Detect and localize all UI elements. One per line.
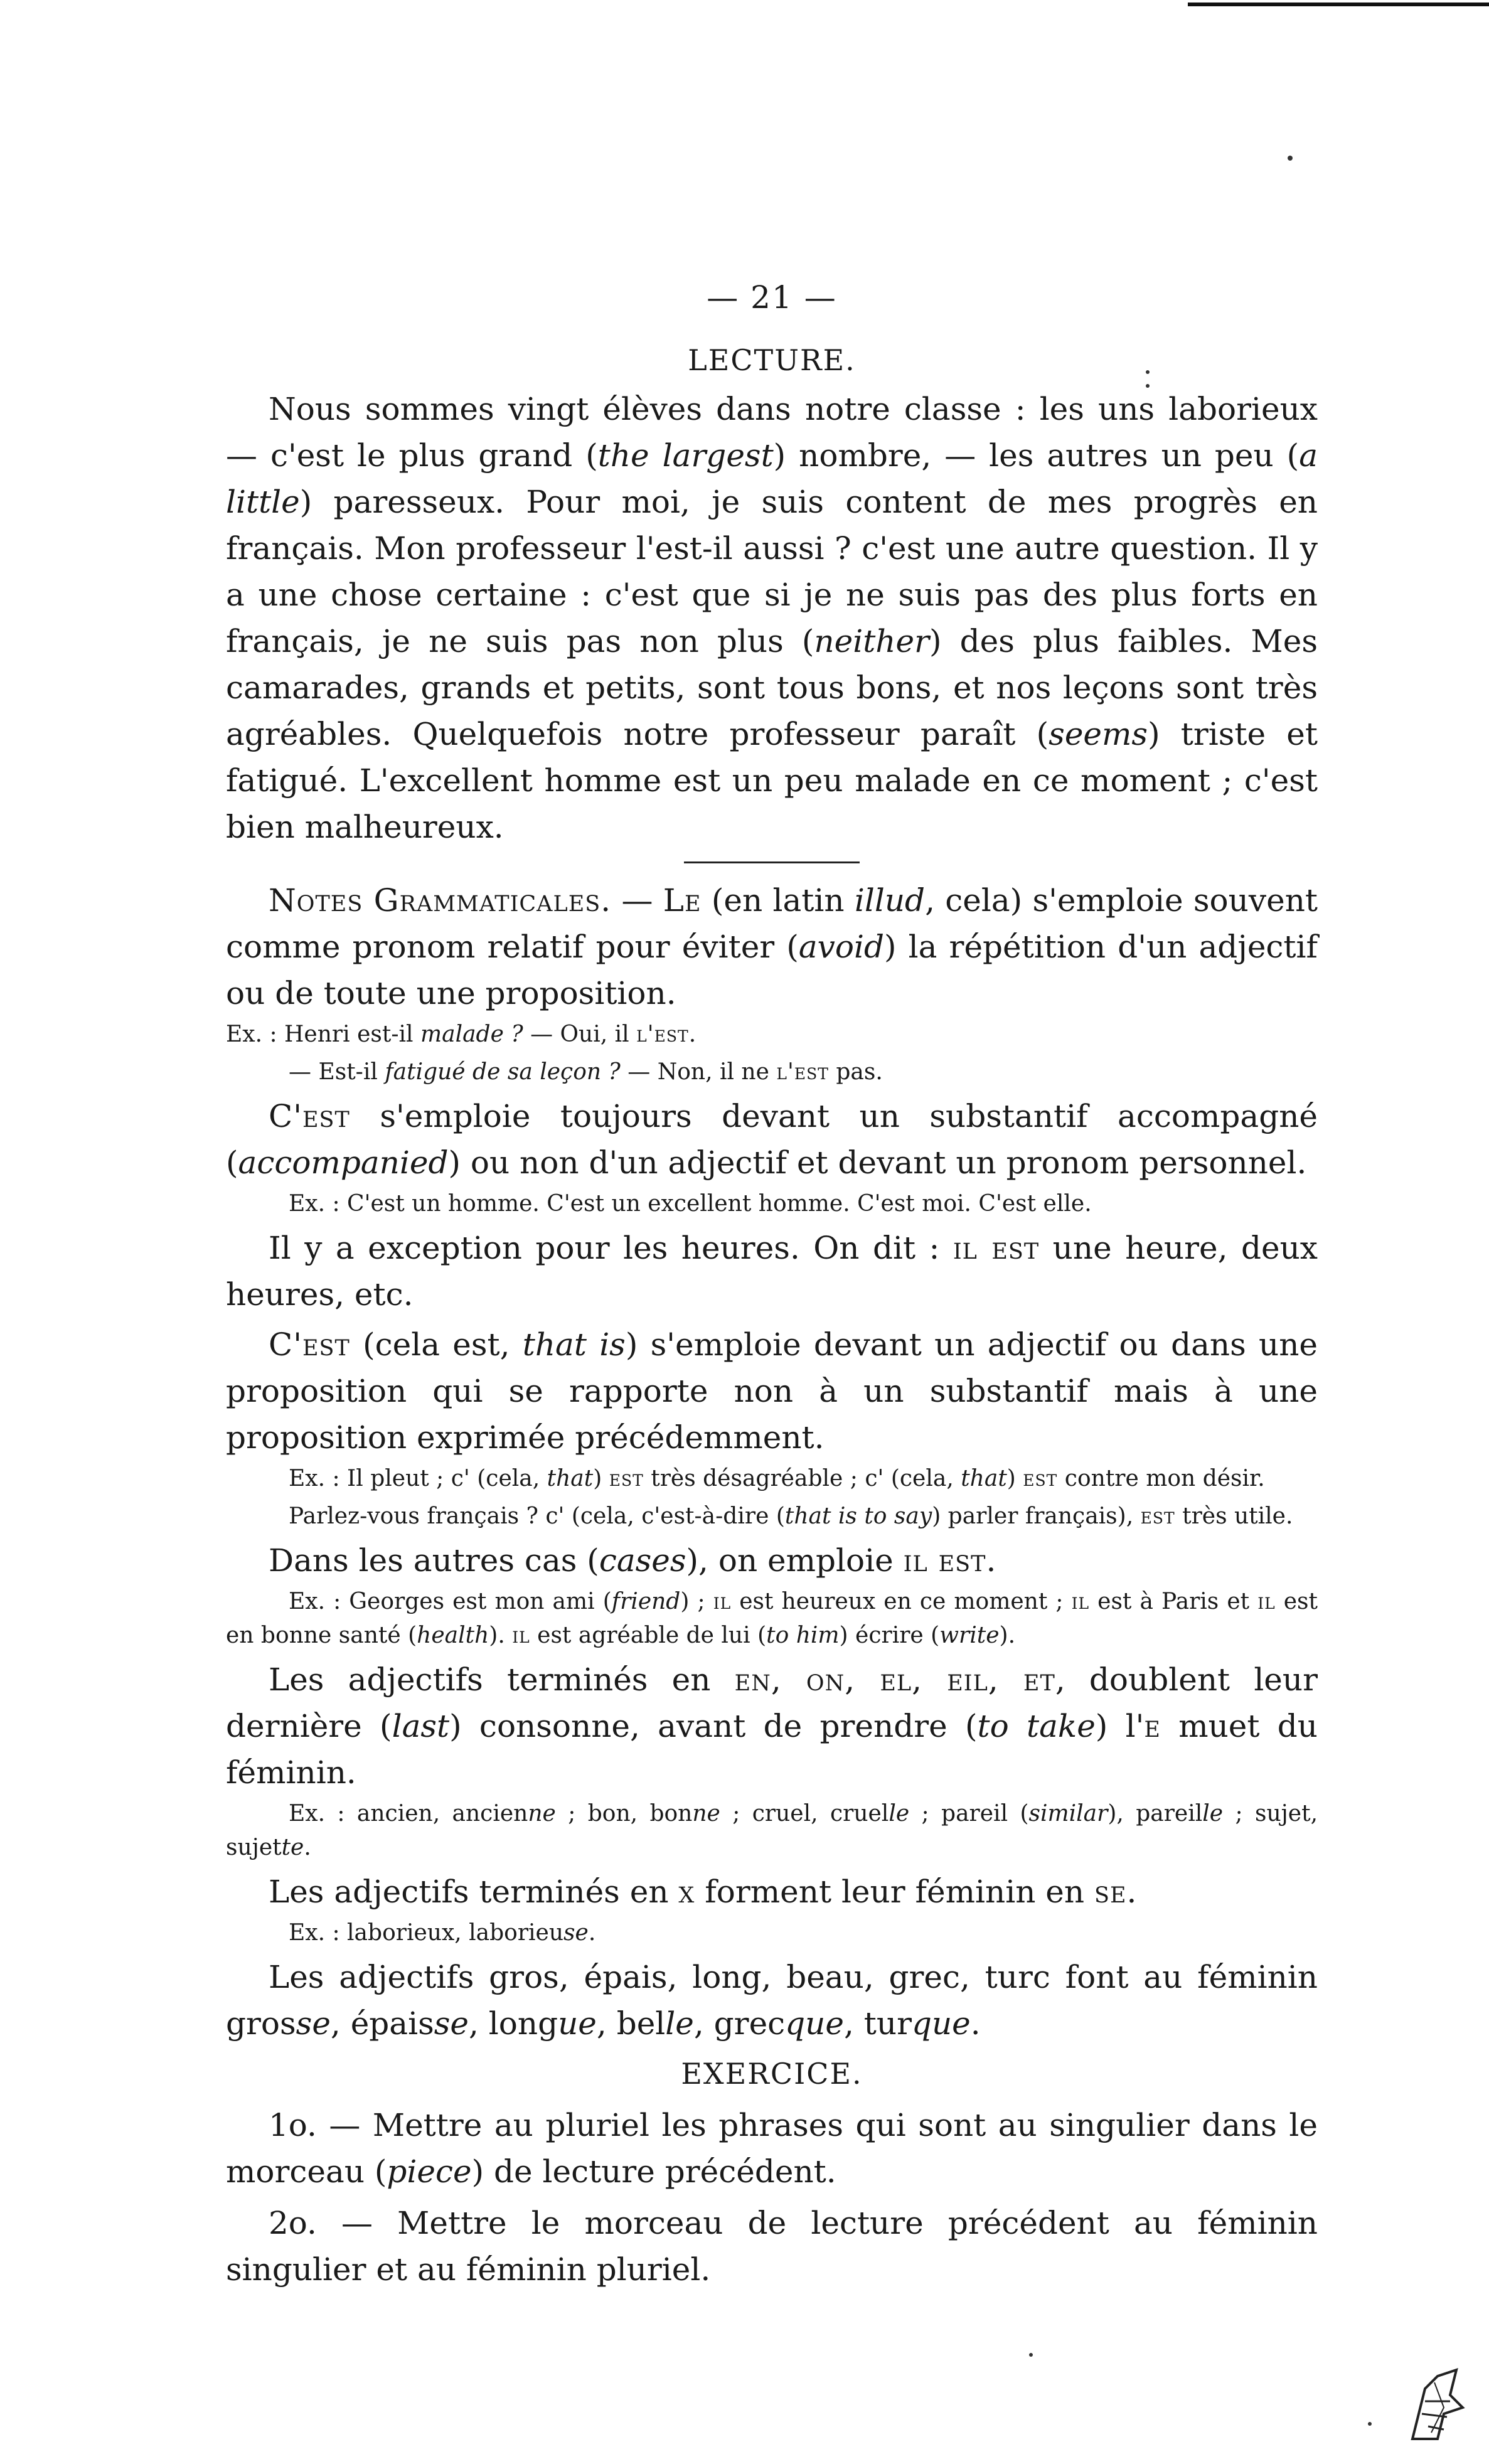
example-line: Parlez-vous français ? c' (cela, c'est-à-dire (that is to say) parler français), est très utile. [289,1503,1293,1529]
example-line: Ex. : Henri est-il malade ? — Oui, il l'est. [226,1021,696,1047]
example-line: Ex. : Il pleut ; c' (cela, that) est très désagréable ; c' (cela, that) est contre mon désir. [289,1466,1265,1491]
grammar-notes [226,877,1318,2047]
ink-speck [1288,156,1293,161]
exercise-title: EXERCICE. [681,2057,863,2091]
exercise-section [226,2057,1318,2293]
note-irregular-feminine: Les adjectifs gros, épais, long, beau, grec, turc font au féminin grosse, épaisse, longue, belle, grecque, turque. [226,1959,1318,2042]
section-divider [684,861,860,863]
note-hours: Il y a exception pour les heures. On dit : il est une heure, deux heures, etc. [226,1230,1318,1313]
library-stamp-icon [1400,2364,1469,2445]
page-content [226,279,1318,2298]
exercise-item-1: 1o. — Mettre au pluriel les phrases qui sont au singulier dans le morceau (piece) de lecture précédent. [226,2107,1318,2190]
note-x-ending: Les adjectifs terminés en x forment leur féminin en se. [269,1874,1137,1910]
example-line: — Est-il fatigué de sa leçon ? — Non, il ne l'est pas. [289,1059,883,1085]
note-cest: C'est s'emploie toujours devant un substantif accompagné (accompanied) ou non d'un adjectif et devant un pronom personnel. [226,1098,1318,1181]
page-number: — 21 — [707,279,837,316]
reading-paragraph: Nous sommes vingt élèves dans notre classe : les uns laborieux — c'est le plus grand (the largest) nombre, — les autres un peu (a little) paresseux. Pour moi, je suis content de mes progrès en français. Mon professeur l'est-il aussi ? c'est une autre question. Il y a une chose certaine : c'est que si je ne suis pas des plus forts en français, je ne suis pas non plus (neither) des plus faibles. Mes camarades, grands et petits, sont tous bons, et nos leçons sont très agréables. Quelquefois notre professeur paraît (seems) triste et fatigué. L'excellent homme est un peu malade en ce moment ; c'est bien malheureux. [226,391,1318,845]
example-line: Ex. : C'est un homme. C'est un excellent homme. C'est moi. C'est elle. [289,1191,1092,1217]
ink-speck [1368,2422,1372,2426]
note-other-cases: Dans les autres cas (cases), on emploie il est. [269,1542,996,1579]
reading-title: LECTURE. [688,343,856,377]
note-le: Notes Grammaticales. — Le (en latin illud, cela) s'emploie souvent comme pronom relatif pour éviter (avoid) la répétition d'un adjectif ou de toute une proposition. [226,882,1318,1011]
note-cest-proposition: C'est (cela est, that is) s'emploie devant un adjectif ou dans une proposition qui se rapporte non à un substantif mais à une proposition exprimée précédemment. [226,1326,1318,1456]
top-edge-rule [1188,3,1489,13]
note-double-consonant: Les adjectifs terminés en en, on, el, eil, et, doublent leur dernière (last) consonne, avant de prendre (to take) l'e muet du féminin. [226,1661,1318,1791]
example-line: Ex. : Georges est mon ami (friend) ; il est heureux en ce moment ; il est à Paris et il est en bonne santé (health). il est agréable de lui (to him) écrire (write). [226,1589,1318,1648]
ink-speck [1029,2353,1033,2357]
reading-section [226,343,1318,850]
example-line: Ex. : ancien, ancienne ; bon, bonne ; cruel, cruelle ; pareil (similar), pareille ; sujet, sujette. [226,1801,1318,1860]
exercise-item-2: 2o. — Mettre le morceau de lecture précédent au féminin singulier et au féminin pluriel. [226,2205,1318,2288]
example-line: Ex. : laborieux, laborieuse. [289,1920,596,1946]
